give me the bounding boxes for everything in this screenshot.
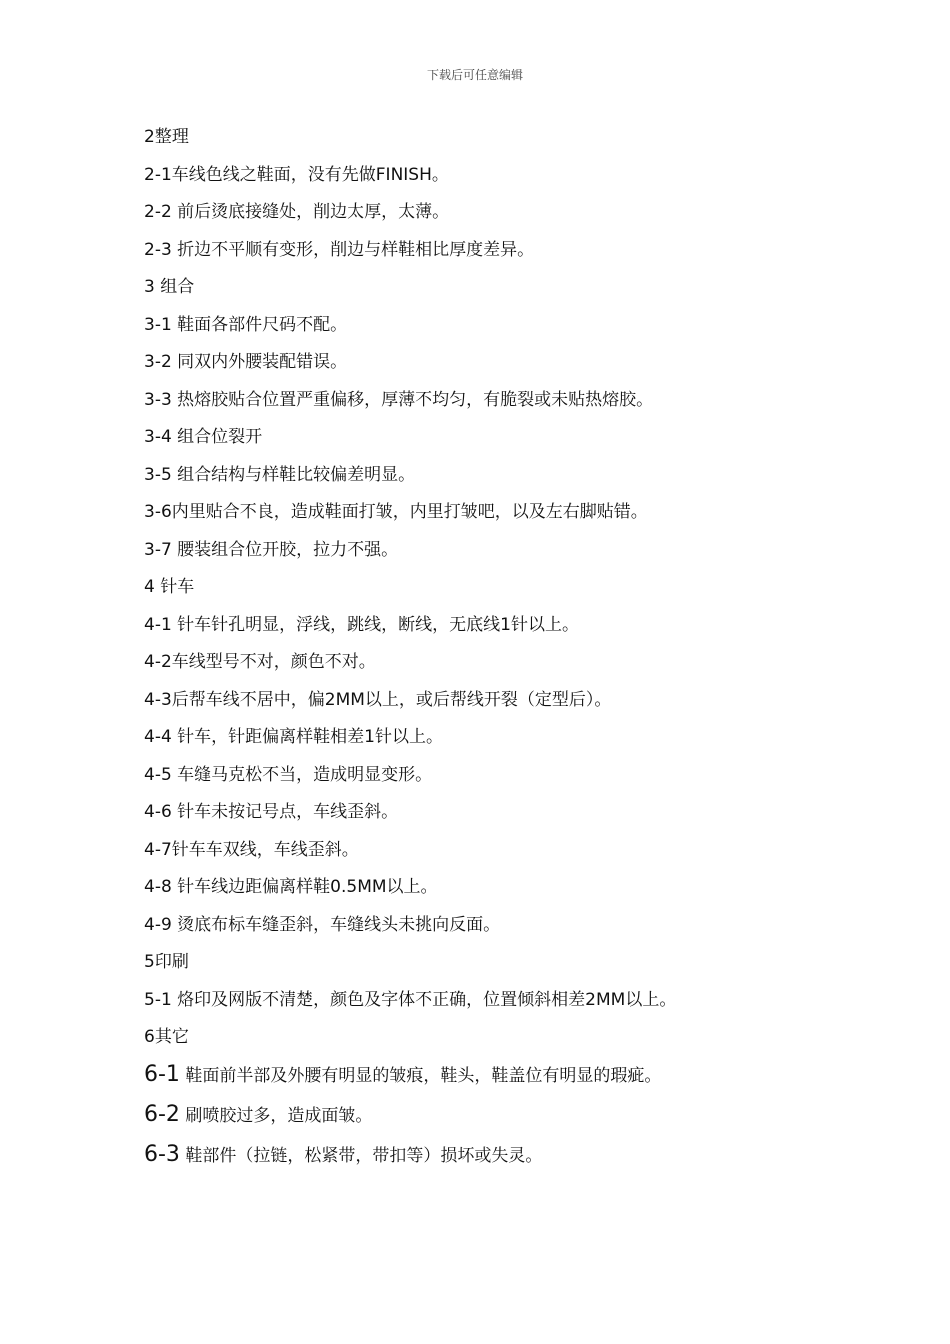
- page-header: 下载后可任意编辑: [426, 68, 523, 82]
- document-line: [144, 576, 864, 614]
- document-line: [144, 801, 864, 839]
- item-text: 针车，针距偏离样鞋相差1针以上。: [171, 727, 444, 747]
- item-text: 组合结构与样鞋比较偏差明显。: [171, 464, 416, 485]
- item-number: 4-2: [144, 652, 172, 672]
- item-number: 4-6: [144, 802, 172, 822]
- item-number: 5: [144, 952, 155, 972]
- item-text: 印刷: [154, 952, 189, 972]
- document-line: [144, 1101, 864, 1144]
- item-number: 4-5: [144, 764, 172, 785]
- item-number: 4-4: [144, 727, 172, 747]
- document-line: [144, 914, 864, 952]
- item-text: 前后烫底接缝处，削边太厚，太薄。: [171, 202, 450, 222]
- item-text: 针车线边距偏离样鞋0.5MM以上。: [171, 877, 438, 897]
- document-line: [144, 764, 864, 802]
- item-number: 4-9: [144, 914, 172, 935]
- item-text: 针车针孔明显，浮线，跳线，断线，无底线1针以上。: [171, 614, 579, 635]
- document-line: [144, 239, 864, 277]
- item-text: 内里贴合不良，造成鞋面打皱，内里打皱吧，以及左右脚贴错。: [171, 502, 648, 522]
- item-number: 4: [144, 577, 155, 597]
- item-text: 烫底布标车缝歪斜，车缝线头未挑向反面。: [171, 914, 501, 935]
- item-number: 6: [144, 1027, 155, 1047]
- item-text: 鞋部件（拉链，松紧带，带扣等）损坏或失灵。: [179, 1145, 543, 1166]
- document-line: [144, 464, 864, 502]
- document-line: [144, 426, 864, 464]
- item-number: 6-3: [144, 1141, 180, 1167]
- item-text: 同双内外腰装配错误。: [171, 352, 348, 372]
- document-body: [144, 126, 864, 1184]
- item-text: 后帮车线不居中，偏2MM以上，或后帮线开裂（定型后）。: [171, 689, 612, 710]
- item-text: 车线型号不对，颜色不对。: [171, 652, 376, 672]
- item-text: 整理: [154, 127, 189, 147]
- document-line: [144, 989, 864, 1027]
- item-text: 针车车双线，车线歪斜。: [171, 839, 359, 860]
- document-line: [144, 351, 864, 389]
- item-text: 鞋面各部件尺码不配。: [171, 314, 348, 335]
- item-text: 热熔胶贴合位置严重偏移，厚薄不均匀，有脆裂或未贴热熔胶。: [171, 389, 654, 410]
- item-number: 2-2: [144, 202, 172, 222]
- document-line: [144, 689, 864, 727]
- item-text: 折边不平顺有变形，削边与样鞋相比厚度差异。: [171, 239, 535, 260]
- item-number: 4-7: [144, 839, 172, 860]
- document-line: [144, 314, 864, 352]
- document-line: [144, 539, 864, 577]
- item-text: 组合: [154, 277, 195, 297]
- item-number: 3-6: [144, 502, 172, 522]
- item-number: 3-7: [144, 539, 172, 560]
- item-number: 6-2: [144, 1101, 180, 1127]
- document-line: [144, 1061, 864, 1104]
- item-number: 2: [144, 127, 155, 147]
- item-text: 针车: [154, 577, 195, 597]
- document-line: [144, 501, 864, 539]
- item-number: 3-5: [144, 464, 172, 485]
- item-text: 烙印及网版不清楚，颜色及字体不正确，位置倾斜相差2MM以上。: [171, 989, 677, 1010]
- item-number: 4-8: [144, 877, 172, 897]
- item-text: 车线色线之鞋面，没有先做FINISH。: [171, 164, 449, 185]
- item-text: 刷喷胶过多，造成面皱。: [179, 1105, 373, 1126]
- document-line: [144, 201, 864, 239]
- document-line: [144, 614, 864, 652]
- document-line: [144, 726, 864, 764]
- item-number: 2-3: [144, 239, 172, 260]
- item-number: 2-1: [144, 164, 172, 185]
- item-number: 4-3: [144, 689, 172, 710]
- item-number: 6-1: [144, 1061, 180, 1087]
- document-line: [144, 389, 864, 427]
- document-line: [144, 164, 864, 202]
- item-text: 腰装组合位开胶，拉力不强。: [171, 539, 399, 560]
- item-text: 车缝马克松不当，造成明显变形。: [171, 764, 433, 785]
- item-text: 其它: [154, 1027, 189, 1047]
- item-number: 4-1: [144, 614, 172, 635]
- item-text: 针车未按记号点，车线歪斜。: [171, 802, 399, 822]
- document-line: [144, 126, 864, 164]
- item-number: 3-3: [144, 389, 172, 410]
- item-text: 鞋面前半部及外腰有明显的皱痕，鞋头，鞋盖位有明显的瑕疵。: [179, 1065, 662, 1086]
- item-number: 5-1: [144, 989, 172, 1010]
- document-line: [144, 876, 864, 914]
- item-number: 3-2: [144, 352, 172, 372]
- item-number: 3: [144, 277, 155, 297]
- item-number: 3-4: [144, 427, 172, 447]
- item-number: 3-1: [144, 314, 172, 335]
- document-line: [144, 1026, 864, 1064]
- document-line: [144, 1141, 864, 1184]
- document-line: [144, 276, 864, 314]
- document-line: [144, 839, 864, 877]
- document-line: [144, 651, 864, 689]
- document-line: [144, 951, 864, 989]
- item-text: 组合位裂开: [171, 427, 263, 447]
